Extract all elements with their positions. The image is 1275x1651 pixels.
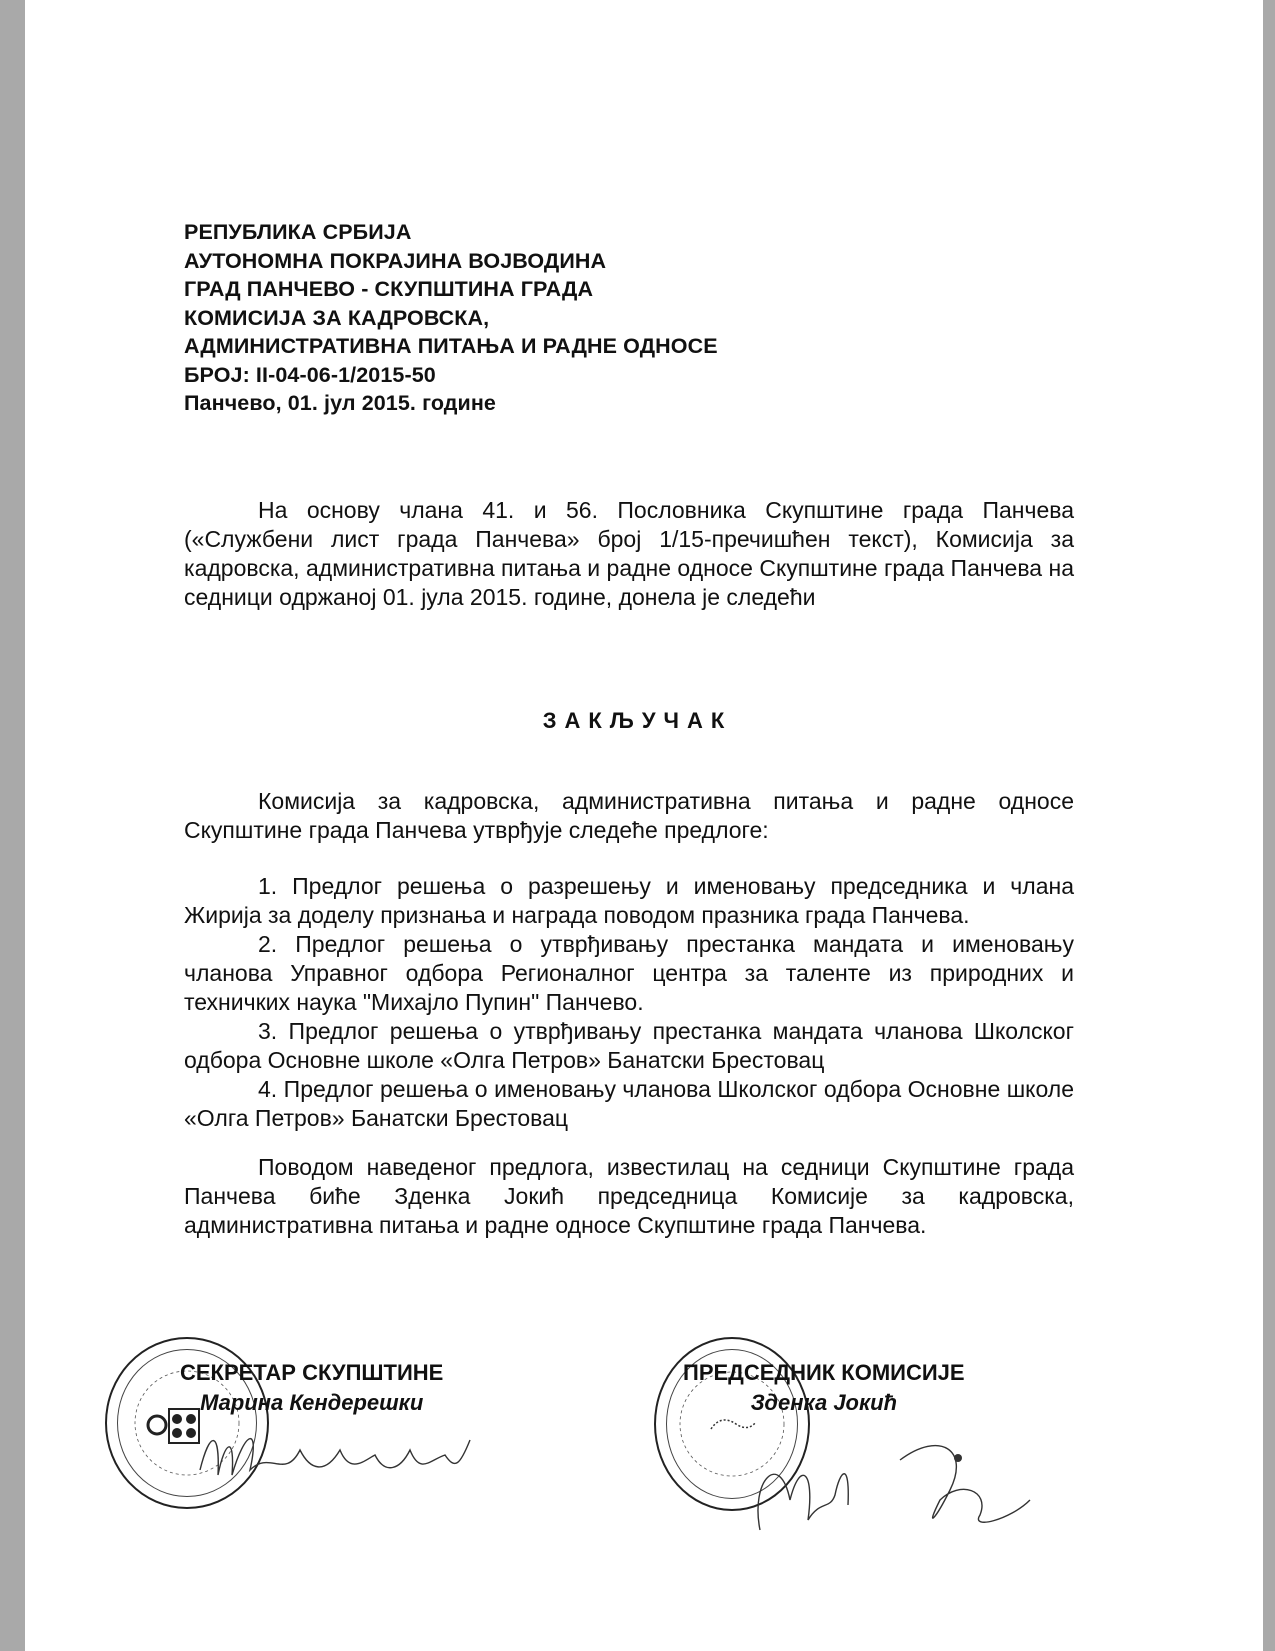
- closing-paragraph: [184, 1153, 1074, 1240]
- lead-paragraph: [184, 787, 1074, 845]
- document-title: ЗАКЉУЧАК: [542, 708, 733, 733]
- lead-text: Комисија за кадровска, административна питања и радне односе Скупштине града Панчева утврђује следеће предлоге:: [184, 788, 1074, 843]
- proposals-list: [184, 872, 1074, 1133]
- closing-text: Поводом наведеног предлога, известилац на седници Скупштине града Панчева биће Зденка Јокић председница Комисије за кадровска, административна питања и радне односе Скупштине града Панчева.: [184, 1154, 1074, 1238]
- signature-block-president: [683, 1358, 965, 1418]
- header-place-date: Панчево, 01. јул 2015. године: [184, 391, 496, 415]
- list-item: 1. Предлог решења о разрешењу и именовању председника и члана Жирија за доделу признања и награда поводом празника града Панчева.: [184, 873, 1074, 928]
- signature-block-secretary: [180, 1358, 443, 1418]
- handwritten-signature-left: [190, 1420, 490, 1490]
- signatory-role: СЕКРЕТАР СКУПШТИНЕ: [180, 1360, 444, 1385]
- list-item: 4. Предлог решења о именовању чланова Школског одбора Основне школе «Олга Петров» Банатски Брестовац: [184, 1076, 1074, 1131]
- document-header: [184, 218, 718, 418]
- list-item: 3. Предлог решења о утврђивању престанка мандата чланова Школског одбора Основне школе «Олга Петров» Банатски Брестовац: [184, 1018, 1074, 1073]
- signatory-role: ПРЕДСЕДНИК КОМИСИЈЕ: [683, 1360, 965, 1385]
- header-city-assembly: ГРАД ПАНЧЕВО - СКУПШТИНА ГРАДА: [184, 277, 594, 301]
- list-item: 2. Предлог решења о утврђивању престанка мандата и именовању чланова Управног одбора Регионалног центра за таленте из природних и техничких наука "Михајло Пупин" Панчево.: [184, 931, 1074, 1015]
- signatory-name: Марина Кендерешки: [200, 1390, 424, 1415]
- handwritten-signature-right: [720, 1420, 1060, 1540]
- header-country: РЕПУБЛИКА СРБИЈА: [184, 220, 412, 244]
- signatory-name: Зденка Јокић: [750, 1390, 898, 1415]
- header-reference-number: БРОЈ: II-04-06-1/2015-50: [184, 362, 436, 387]
- intro-paragraph: [184, 496, 1074, 612]
- header-province: АУТОНОМНА ПОКРАЈИНА ВОЈВОДИНА: [184, 248, 607, 273]
- header-commission-cont: АДМИНИСТРАТИВНА ПИТАЊА И РАДНЕ ОДНОСЕ: [184, 334, 718, 358]
- header-commission: КОМИСИЈА ЗА КАДРОВСКА,: [184, 305, 490, 330]
- intro-text: На основу члана 41. и 56. Пословника Скупштине града Панчева («Службени лист града Панчева» број 1/15-пречишћен текст), Комисија за кадровска, административна питања и радне односе Скупштине града Панчева на седници одржаној 01. јула 2015. године, донела је следећи: [184, 497, 1074, 610]
